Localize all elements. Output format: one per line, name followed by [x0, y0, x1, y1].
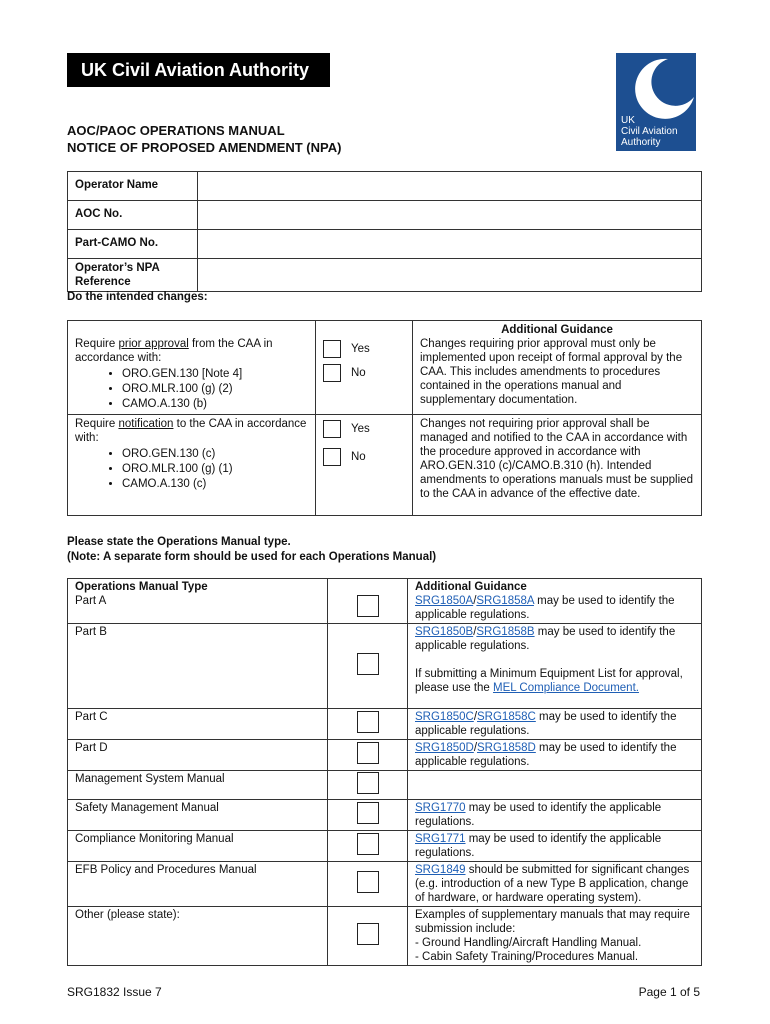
checkbox-cell — [328, 831, 408, 862]
manual-cell — [68, 771, 328, 800]
manual-cell — [68, 831, 328, 862]
operator-details-table — [67, 171, 702, 292]
part-c-checkbox[interactable] — [357, 711, 379, 733]
notif-yes-option[interactable] — [323, 417, 405, 441]
safety-management-checkbox[interactable] — [357, 802, 379, 824]
srg-link[interactable]: SRG1850A — [415, 595, 474, 607]
manual-name: Other (please state): — [75, 909, 180, 921]
manual-type-table — [67, 578, 702, 966]
manual-cell — [68, 740, 328, 771]
notification-cell — [68, 415, 316, 516]
document-reference: SRG1832 Issue 7 — [67, 985, 162, 999]
changes-question: Do the intended changes: — [67, 291, 208, 303]
operator-name-field[interactable] — [198, 172, 702, 201]
changes-table — [67, 320, 702, 516]
srg-link[interactable]: SRG1850B — [415, 626, 474, 638]
guidance-cell — [408, 831, 702, 862]
manual-name: Part C — [75, 711, 108, 723]
prior-approval-list — [75, 367, 308, 412]
list-item: • CAMO.A.130 (c) — [122, 477, 308, 492]
caa-banner: UK Civil Aviation Authority — [67, 53, 330, 87]
part-a-checkbox[interactable] — [357, 595, 379, 617]
srg-link[interactable]: SRG1850C — [415, 711, 474, 723]
manual-name: EFB Policy and Procedures Manual — [75, 864, 257, 876]
part-camo-label: Part-CAMO No. — [68, 230, 198, 259]
aoc-no-label: AOC No. — [68, 201, 198, 230]
checkbox-cell — [328, 709, 408, 740]
manual-name: Safety Management Manual — [75, 802, 219, 814]
notification-post: to the CAA in accordance with: — [75, 418, 307, 444]
manual-cell — [68, 579, 328, 624]
prior-approval-cell — [68, 321, 316, 415]
operator-name-label: Operator Name — [68, 172, 198, 201]
srg-link[interactable]: SRG1858D — [477, 742, 536, 754]
manual-cell — [68, 709, 328, 740]
notification-list — [75, 447, 308, 492]
checkbox-cell — [328, 579, 408, 624]
guidance-cell — [408, 862, 702, 907]
guidance-text: Examples of supplementary manuals that may require submission include: — [415, 909, 690, 935]
page-number: Page 1 of 5 — [638, 985, 700, 999]
manual-name: Compliance Monitoring Manual — [75, 833, 234, 845]
prior-no-checkbox[interactable] — [323, 364, 341, 382]
srg-link[interactable]: SRG1771 — [415, 833, 466, 845]
srg-link[interactable]: SRG1858C — [477, 711, 536, 723]
notif-no-checkbox[interactable] — [323, 448, 341, 466]
prior-approval-post: from the CAA in accordance with: — [75, 338, 273, 364]
manual-cell — [68, 862, 328, 907]
manual-type-header: Operations Manual Type — [75, 581, 208, 593]
manual-cell — [68, 907, 328, 966]
guidance-text: Changes not requiring prior approval shall be managed and notified to the CAA in accordance with the procedure approved in accordance with ARO.GEN.310 (c)/CAMO.B.310 (h). Intended amendments to operations manuals must be supplied to the CAA in advance of the effective date. — [420, 418, 693, 500]
yes-label: Yes — [351, 343, 370, 355]
efb-policy-checkbox[interactable] — [357, 871, 379, 893]
notification-guidance — [413, 415, 702, 516]
guidance-text: may be used to identify the applicable regulations. — [415, 833, 662, 859]
checkbox-cell — [328, 740, 408, 771]
notif-yes-checkbox[interactable] — [323, 420, 341, 438]
guidance-cell: SRG1850C/SRG1858C may be used to identify the applicable regulations. — [408, 709, 702, 740]
guidance-header: Additional Guidance — [415, 581, 527, 593]
guidance-text: may be used to identify the applicable regulations. — [415, 626, 676, 652]
manual-name: Part A — [75, 595, 107, 607]
guidance-text: If submitting a Minimum Equipment List for approval, please use the — [415, 668, 683, 694]
srg-link[interactable]: SRG1770 — [415, 802, 466, 814]
prior-yes-checkbox[interactable] — [323, 340, 341, 358]
caa-logo — [616, 53, 696, 151]
document-title — [67, 122, 341, 156]
notification-options — [316, 415, 413, 516]
management-system-checkbox[interactable] — [357, 772, 379, 794]
manual-type-instructions — [67, 535, 436, 565]
srg-link[interactable]: SRG1850D — [415, 742, 474, 754]
manual-name: Part B — [75, 626, 107, 638]
guidance-header: Additional Guidance — [501, 324, 613, 336]
manual-name: Part D — [75, 742, 108, 754]
notification-pre: Require — [75, 418, 119, 430]
list-item: • ORO.GEN.130 [Note 4] — [122, 367, 308, 382]
title-line-1: AOC/PAOC OPERATIONS MANUAL — [67, 123, 285, 138]
logo-text-1: UK — [621, 115, 635, 126]
npa-reference-label: Operator’s NPA Reference — [68, 259, 198, 292]
list-item: • ORO.GEN.130 (c) — [122, 447, 308, 462]
list-item: • CAMO.A.130 (b) — [122, 397, 308, 412]
manual-name: Management System Manual — [75, 773, 225, 785]
prior-no-option[interactable] — [323, 361, 405, 385]
prior-yes-option[interactable] — [323, 337, 405, 361]
notification-term: notification — [118, 418, 174, 430]
manual-type-note: (Note: A separate form should be used for each Operations Manual) — [67, 551, 437, 563]
logo-text-3: Authority — [621, 137, 661, 148]
guidance-cell: Additional Guidance SRG1850A/SRG1858A may be used to identify the applicable regulations. — [408, 579, 702, 624]
guidance-cell — [408, 800, 702, 831]
guidance-text: should be submitted for significant changes (e.g. introduction of a new Type B application, change of hardware, or hardware operating system). — [415, 864, 690, 904]
logo-text-2: Civil Aviation — [621, 126, 678, 137]
npa-reference-field[interactable] — [198, 259, 702, 292]
guidance-text: may be used to identify the applicable regulations. — [415, 711, 677, 737]
srg-link[interactable]: SRG1858A — [476, 595, 534, 607]
guidance-cell — [408, 771, 702, 800]
guidance-cell: SRG1850D/SRG1858D may be used to identify the applicable regulations. — [408, 740, 702, 771]
part-camo-field[interactable] — [198, 230, 702, 259]
prior-approval-options — [316, 321, 413, 415]
manual-cell — [68, 624, 328, 709]
checkbox-cell — [328, 907, 408, 966]
checkbox-cell — [328, 771, 408, 800]
part-d-checkbox[interactable] — [357, 742, 379, 764]
compliance-monitoring-checkbox[interactable] — [357, 833, 379, 855]
guidance-text: may be used to identify the applicable regulations. — [415, 802, 662, 828]
guidance-text: may be used to identify the applicable regulations. — [415, 742, 677, 768]
checkbox-cell — [328, 800, 408, 831]
notif-no-option[interactable] — [323, 445, 405, 469]
yes-label: Yes — [351, 423, 370, 435]
part-b-checkbox[interactable] — [357, 653, 379, 675]
guidance-text: Changes requiring prior approval must only be implemented upon receipt of formal approval by the CAA. This includes amendments to procedures contained in the operations manual and supplementary documentation. — [420, 338, 683, 406]
prior-approval-guidance — [413, 321, 702, 415]
list-item: • ORO.MLR.100 (g) (2) — [122, 382, 308, 397]
prior-approval-term: prior approval — [118, 338, 189, 350]
srg-link[interactable]: SRG1858B — [476, 626, 535, 638]
title-line-2: NOTICE OF PROPOSED AMENDMENT (NPA) — [67, 140, 342, 155]
srg-link[interactable]: SRG1849 — [415, 864, 466, 876]
list-item: - Ground Handling/Aircraft Handling Manual. — [415, 937, 642, 949]
guidance-cell — [408, 907, 702, 966]
no-label: No — [351, 451, 366, 463]
mel-compliance-link[interactable]: MEL Compliance Document. — [493, 682, 639, 694]
no-label: No — [351, 367, 366, 379]
checkbox-cell — [328, 862, 408, 907]
manual-type-title: Please state the Operations Manual type. — [67, 536, 291, 548]
aoc-no-field[interactable] — [198, 201, 702, 230]
list-item: - Cabin Safety Training/Procedures Manual. — [415, 951, 639, 963]
checkbox-cell — [328, 624, 408, 709]
prior-approval-pre: Require — [75, 338, 119, 350]
other-manual-checkbox[interactable] — [357, 923, 379, 945]
manual-cell — [68, 800, 328, 831]
guidance-text: may be used to identify the applicable regulations. — [415, 595, 675, 621]
guidance-cell: SRG1850B/SRG1858B may be used to identify the applicable regulations. If submitting a Minimum Equipment List for approval, please use the MEL Compliance Document. — [408, 624, 702, 709]
list-item: • ORO.MLR.100 (g) (1) — [122, 462, 308, 477]
